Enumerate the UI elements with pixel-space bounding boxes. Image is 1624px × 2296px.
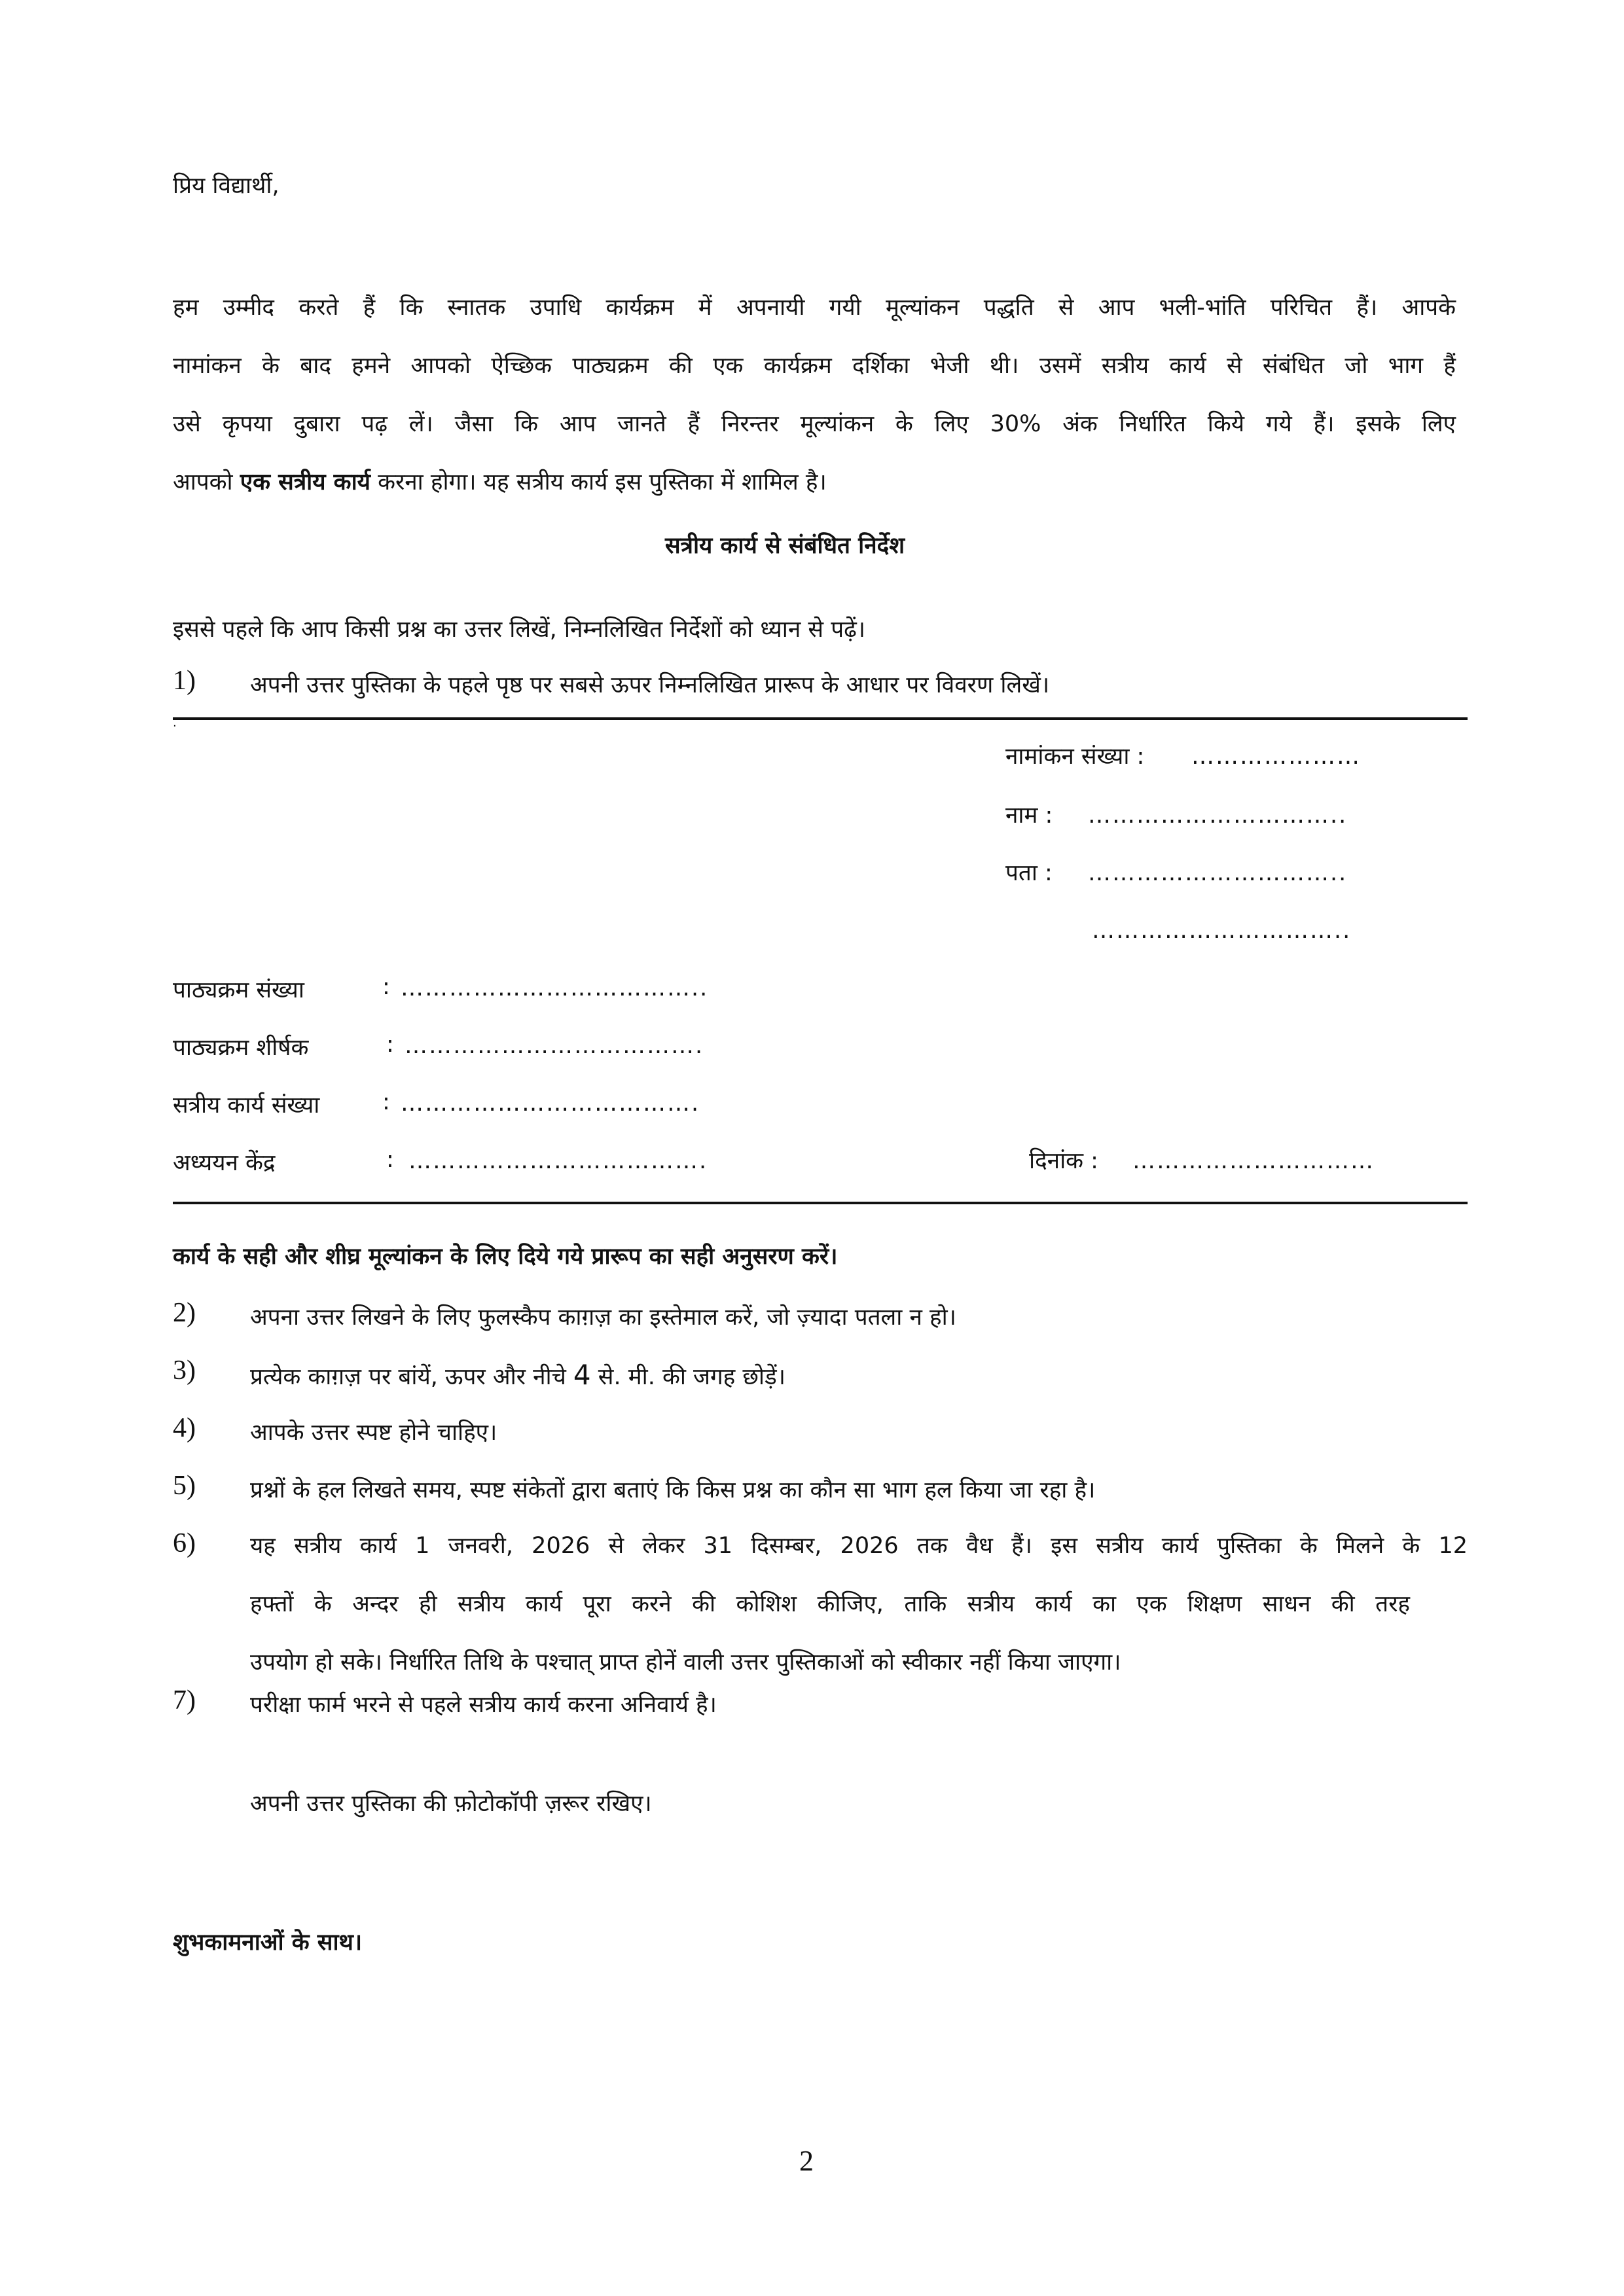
item-text-4: आपके उत्तर स्पष्ट होने चाहिए। xyxy=(250,1420,497,1446)
date-label: दिनांक : xyxy=(1029,1148,1098,1174)
assignment-no-label: सत्रीय कार्य संख्या xyxy=(173,1092,320,1119)
intro-line-2: नामांकन के बाद हमने आपको ऐच्छिक पाठ्यक्रम की एक कार्यक्रम दर्शिका भेजी थी। उसमें सत्रीय कार्य से संबंधित जो भाग हैं xyxy=(173,353,1456,379)
date-dots: ………………………… xyxy=(1132,1148,1375,1174)
course-title-dots: ………………………………. xyxy=(405,1033,704,1059)
page-number: 2 xyxy=(799,2145,814,2177)
course-title-colon: : xyxy=(386,1031,394,1058)
item-number-5: 5) xyxy=(173,1471,196,1501)
photocopy-note: अपनी उत्तर पुस्तिका की फ़ोटोकॉपी ज़रूर रखिए। xyxy=(250,1791,652,1817)
pre-instruction: इससे पहले कि आप किसी प्रश्न का उत्तर लिखें, निम्नलिखित निर्देशों को ध्यान से पढ़ें। xyxy=(173,617,866,643)
form-top-rule xyxy=(173,717,1468,720)
item-3-number: 4 xyxy=(573,1359,591,1391)
assignment-no-colon: : xyxy=(382,1089,390,1115)
address-dots-2: ………………………….. xyxy=(1092,918,1352,944)
follow-format-note: कार्य के सही और शीघ्र मूल्यांकन के लिए दिये गये प्रारूप का सही अनुसरण करें। xyxy=(173,1244,838,1270)
item-number-4: 4) xyxy=(173,1413,196,1443)
intro-line-4-pre: आपको xyxy=(173,469,240,495)
name-dots: ………………………….. xyxy=(1088,802,1348,829)
intro-bold-phrase: एक सत्रीय कार्य xyxy=(240,469,370,495)
address-label: पता : xyxy=(1005,860,1053,886)
section-heading: सत्रीय कार्य से संबंधित निर्देश xyxy=(665,533,905,559)
item-number-2: 2) xyxy=(173,1298,196,1328)
enrollment-dots: ………………… xyxy=(1191,744,1361,770)
intro-line-3: उसे कृपया दुबारा पढ़ लें। जैसा कि आप जानते हैं निरन्तर मूल्यांकन के लिए 30% अंक निर्धारित किये गये हैं। इसके लिए xyxy=(173,411,1456,437)
enrollment-label: नामांकन संख्या : xyxy=(1005,744,1145,770)
study-centre-label: अध्ययन केंद्र xyxy=(173,1150,276,1176)
item-number-6: 6) xyxy=(173,1528,196,1558)
study-centre-dots: ………………………………. xyxy=(408,1148,708,1174)
item-6-line-2: हफ्तों के अन्दर ही सत्रीय कार्य पूरा करने की कोशिश कीजिए, ताकि सत्रीय कार्य का एक शिक्षण साधन की तरह xyxy=(250,1591,1410,1617)
item-text-7: परीक्षा फार्म भरने से पहले सत्रीय कार्य करना अनिवार्य है। xyxy=(250,1692,717,1718)
course-no-colon: : xyxy=(382,974,390,1000)
item-text-6 xyxy=(250,1517,1468,1692)
intro-line-1: हम उम्मीद करते हैं कि स्नातक उपाधि कार्यक्रम में अपनायी गयी मूल्यांकन पद्धति से आप भली-भांति परिचित हैं। आपके xyxy=(173,295,1456,321)
intro-line-4-post: करना होगा। यह सत्रीय कार्य इस पुस्तिका में शामिल है। xyxy=(370,469,827,495)
item-number-3: 3) xyxy=(173,1355,196,1386)
item-6-line-3: उपयोग हो सके। निर्धारित तिथि के पश्चात् प्राप्त होनें वाली उत्तर पुस्तिकाओं को स्वीकार नहीं किया जाएगा। xyxy=(250,1649,1121,1676)
intro-paragraph xyxy=(173,279,1456,512)
course-title-label: पाठ्यक्रम शीर्षक xyxy=(173,1035,309,1061)
item-text-3 xyxy=(250,1359,785,1391)
stray-mark: · xyxy=(173,719,177,733)
item-3-text-post: से. मी. की जगह छोड़ें। xyxy=(590,1364,785,1390)
course-no-dots: ……………………………….. xyxy=(401,975,709,1001)
greeting: प्रिय विद्यार्थी, xyxy=(173,173,280,199)
form-bottom-rule xyxy=(173,1202,1468,1204)
item-text-1: अपनी उत्तर पुस्तिका के पहले पृष्ठ पर सबसे ऊपर निम्नलिखित प्रारूप के आधार पर विवरण लिखें। xyxy=(250,672,1050,698)
closing-wishes: शुभकामनाओं के साथ। xyxy=(173,1929,363,1956)
item-number-1: 1) xyxy=(173,666,196,696)
item-text-5: प्रश्नों के हल लिखते समय, स्पष्ट संकेतों द्वारा बताएं कि किस प्रश्न का कौन सा भाग हल किया जा रहा है। xyxy=(250,1477,1096,1503)
item-number-7: 7) xyxy=(173,1685,196,1715)
item-3-text-pre: प्रत्येक काग़ज़ पर बांयें, ऊपर और नीचे xyxy=(250,1364,573,1390)
item-6-line-1: यह सत्रीय कार्य 1 जनवरी, 2026 से लेकर 31 दिसम्बर, 2026 तक वैध हैं। इस सत्रीय कार्य पुस्तिका के मिलने के 12 xyxy=(250,1533,1468,1559)
address-dots: ………………………….. xyxy=(1088,860,1348,886)
course-no-label: पाठ्यक्रम संख्या xyxy=(173,977,304,1003)
name-label: नाम : xyxy=(1005,802,1053,829)
assignment-no-dots: ………………………………. xyxy=(401,1090,700,1117)
item-text-2: अपना उत्तर लिखने के लिए फुलस्कैप काग़ज़ का इस्तेमाल करें, जो ज़्यादा पतला न हो। xyxy=(250,1304,956,1331)
study-centre-colon: : xyxy=(386,1147,394,1173)
intro-line-4 xyxy=(173,454,1456,512)
